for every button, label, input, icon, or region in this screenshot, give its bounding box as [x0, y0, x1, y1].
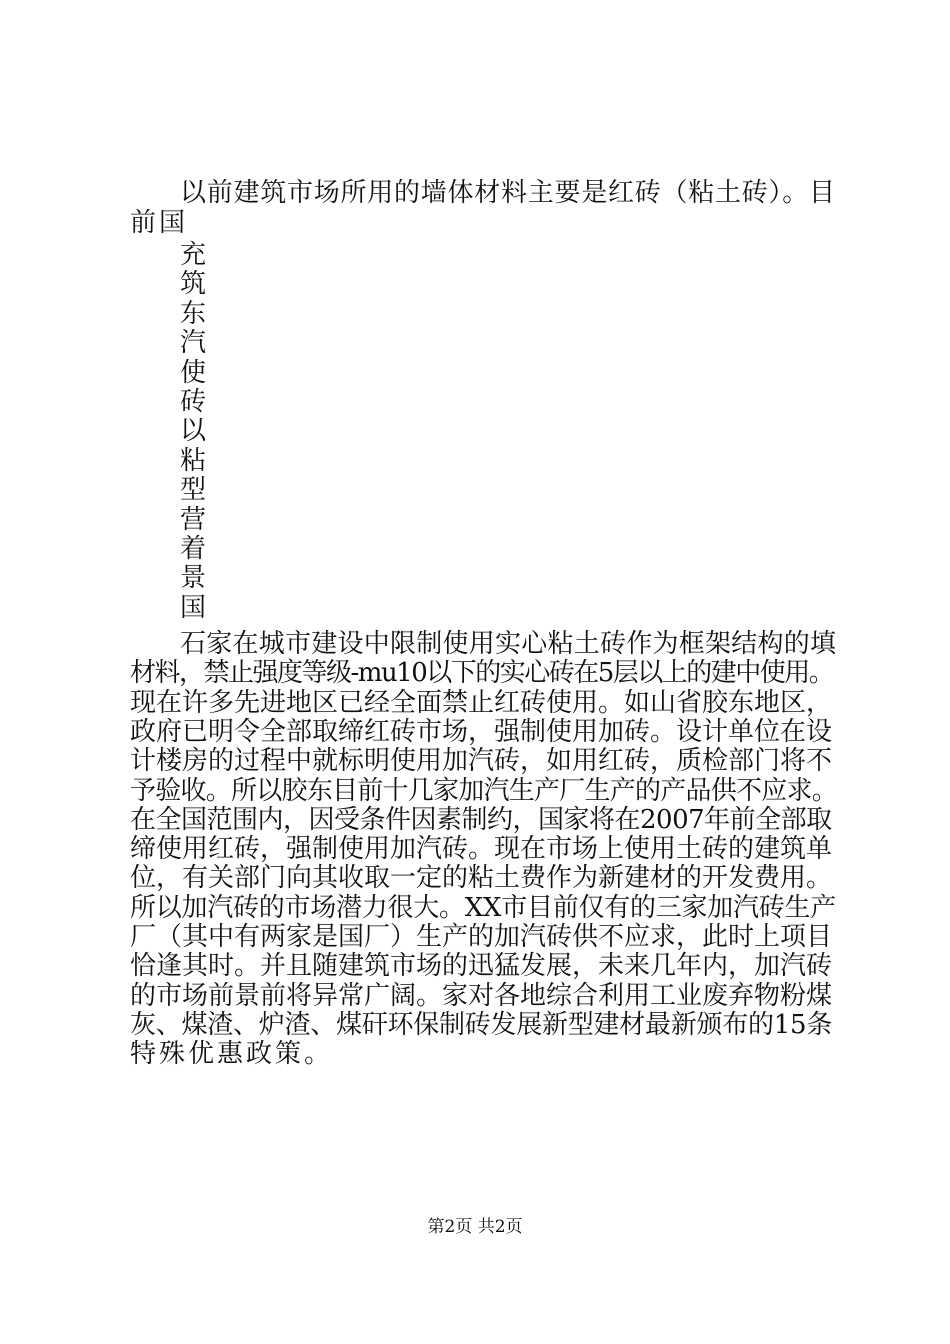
vertical-char: 砖 — [180, 387, 207, 417]
paragraph2-line: 位，有关部门向其收取一定的粘土费作为新建材的开发费用。 — [130, 863, 833, 894]
paragraph2-line: 石家在城市建设中限制使用实心粘土砖作为框架结构的填 — [180, 629, 837, 659]
paragraph2-line: 在全国范围内，因受条件因素制约，国家将在2007年前全部取 — [130, 804, 832, 835]
paragraph2-line: 特殊优惠政策。 — [130, 1039, 334, 1070]
vertical-char: 着 — [180, 534, 207, 564]
vertical-char: 粘 — [180, 445, 207, 476]
paragraph2-line: 政府已明令全部取缔红砖市场，强制使用加砖。设计单位在设 — [130, 716, 833, 747]
vertical-char: 汽 — [180, 328, 207, 359]
paragraph1-line2: 前国 — [130, 208, 189, 238]
paragraph2-line: 灰、煤渣、炉渣、煤矸环保制砖发展新型建材最新颁布的15条 — [130, 1009, 833, 1040]
vertical-char: 筑 — [180, 269, 207, 300]
vertical-char: 营 — [180, 504, 207, 535]
vertical-char: 国 — [180, 592, 207, 623]
vertical-char: 型 — [180, 475, 207, 506]
paragraph1-line1: 以前建筑市场所用的墙体材料主要是红砖（粘土砖）。目 — [180, 178, 836, 208]
paragraph2-line: 计楼房的过程中就标明使用加汽砖，如用红砖，质检部门将不 — [130, 746, 833, 777]
paragraph2-line: 恰逢其时。并且随建筑市场的迅猛发展，未来几年内，加汽砖 — [130, 951, 833, 982]
paragraph2-line: 所以加汽砖的市场潜力很大。XX市目前仅有的三家加汽砖生产 — [130, 892, 837, 923]
paragraph2-line: 厂（其中有两家是国厂）生产的加汽砖供不应求，此时上项目 — [130, 922, 833, 952]
paragraph2-line: 予验收。所以胶东目前十几家加汽生产厂生产的产品供不应求。 — [130, 775, 838, 806]
paragraph2-line: 材料，禁止强度等级-mu10以下的实心砖在5层以上的建中使用。 — [130, 658, 834, 689]
paragraph2-line: 缔使用红砖，强制使用加汽砖。现在市场上使用土砖的建筑单 — [130, 834, 833, 865]
vertical-char: 东 — [180, 298, 207, 329]
vertical-char: 景 — [180, 563, 207, 594]
page-footer: 第2页 共2页 — [427, 1217, 523, 1237]
vertical-char: 充 — [180, 240, 207, 270]
vertical-char: 以 — [180, 416, 207, 447]
vertical-char: 使 — [180, 357, 207, 388]
paragraph2-line: 现在许多先进地区已经全面禁止红砖使用。如山省胶东地区， — [130, 687, 833, 718]
paragraph2-line: 的市场前景前将异常广阔。家对各地综合利用工业废弃物粉煤 — [130, 980, 833, 1011]
